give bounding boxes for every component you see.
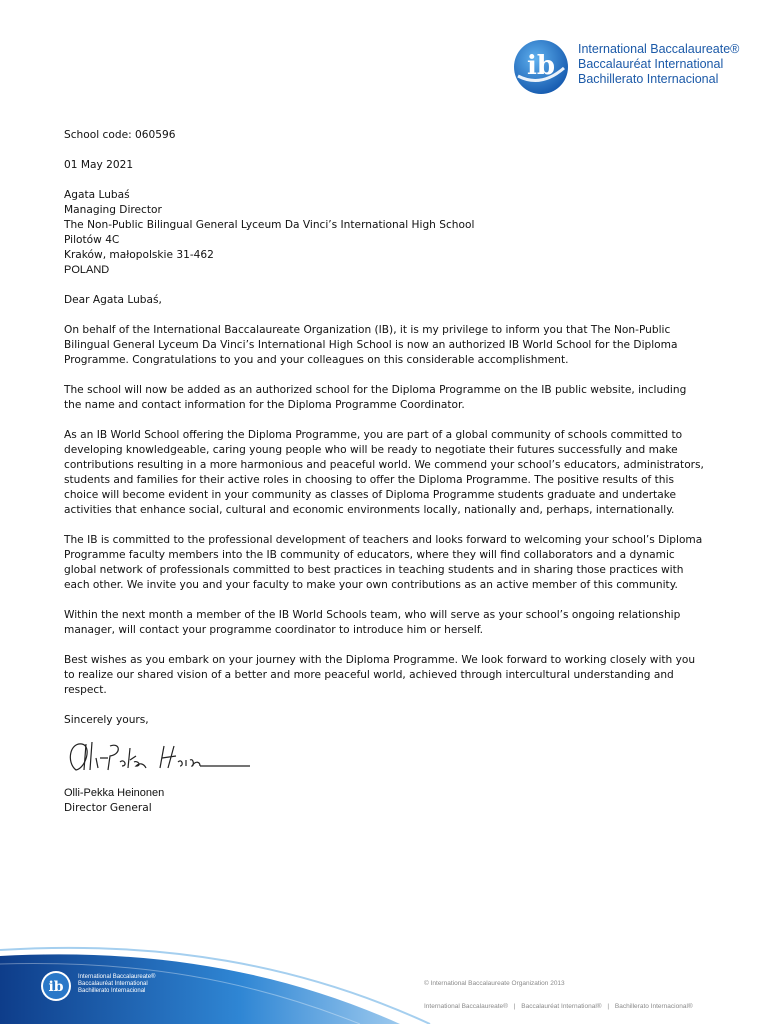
footer-copyright: © International Baccalaureate Organization 2013 [424,980,565,987]
signature-image [64,732,254,780]
org-name-es: Bachillerato Internacional [578,72,719,86]
footer-name-en: International Baccalaureate® [424,1003,508,1010]
salutation: Dear Agata Lubaś, [64,294,162,306]
ib-logo-mark: ib [526,51,556,81]
paragraph-5: Within the next month a member of the IB World Schools team, who will serve as your school’s ongoing relationship manager, will contact your programme coordinator to introduce him or herself. [64,609,681,636]
footer-org-name-en: International Baccalaureate® [78,974,156,980]
ib-logo-header [512,38,752,98]
paragraph-4: The IB is committed to the professional development of teachers and looks forward to welcoming your school’s Diploma Programme faculty members into the IB community of educators, where they will find collaborators and a dynamic global network of professionals committed to best practices in teaching students and in sharing those practices with each other. We invite you and your faculty to make your own contributions as an active member of this community. [64,534,703,591]
org-name-en: International Baccalaureate® [578,42,740,56]
signatory-name: Olli-Pekka Heinonen [64,787,165,799]
footer-name-fr: Baccalauréat International® [521,1003,602,1010]
recipient-country: POLAND [64,264,110,276]
closing: Sincerely yours, [64,714,149,726]
footer-name-es: Bachillerato Internacional® [614,1003,693,1010]
recipient-street: Pilotów 4C [64,234,120,246]
footer-org-name-es: Bachillerato Internacional [78,988,146,994]
footer-separator: | [607,1003,610,1010]
recipient-city: Kraków, małopolskie 31-462 [64,249,214,261]
paragraph-2: The school will now be added as an authorized school for the Diploma Programme on the IB public website, including the name and contact information for the Diploma Programme Coordinator. [64,384,687,411]
school-code: School code: 060596 [64,129,176,141]
recipient-school: The Non-Public Bilingual General Lyceum Da Vinci’s International High School [64,219,475,231]
footer-org-name-fr: Baccalauréat International [78,981,148,987]
recipient-address [64,188,704,278]
recipient-name: Agata Lubaś [64,189,130,201]
ib-logo-footer-icon [40,970,72,1002]
footer-org-names [424,1003,693,1010]
ib-logo-footer-mark: ib [48,979,64,995]
org-names [578,42,739,87]
footer-org-names-block [78,974,155,995]
paragraph-6: Best wishes as you embark on your journey with the Diploma Programme. We look forward to working closely with you to realize our shared vision of a better and more peaceful world, achieved through intercultural understanding and respect. [64,654,696,696]
letter-date: 01 May 2021 [64,159,134,171]
paragraph-1: On behalf of the International Baccalaureate Organization (IB), it is my privilege to inform you that The Non-Public Bilingual General Lyceum Da Vinci’s International High School is now an authorized IB World School for the Diploma Programme. Congratulations to you and your colleagues on this considerable accomplishment. [64,324,678,366]
letter-body [64,128,704,816]
recipient-title: Managing Director [64,204,162,216]
ib-logo-icon [512,38,570,96]
org-name-fr: Baccalauréat International [578,57,724,71]
signatory-title: Director General [64,802,152,814]
footer-separator: | [513,1003,516,1010]
paragraph-3: As an IB World School offering the Diploma Programme, you are part of a global community of schools committed to developing knowledgeable, caring young people who will be ready to negotiate their futures successfully and make contributions resulting in a more harmonious and peaceful world. We commend your school’s educators, administrators, students and families for their active roles in choosing to offer the Diploma Programme. The positive results of this choice will become evident in your community as classes of Diploma Programme students graduate and undertake activities that enhance social, cultural and economic environments locally, nationally and, perhaps, internationally. [64,429,704,516]
